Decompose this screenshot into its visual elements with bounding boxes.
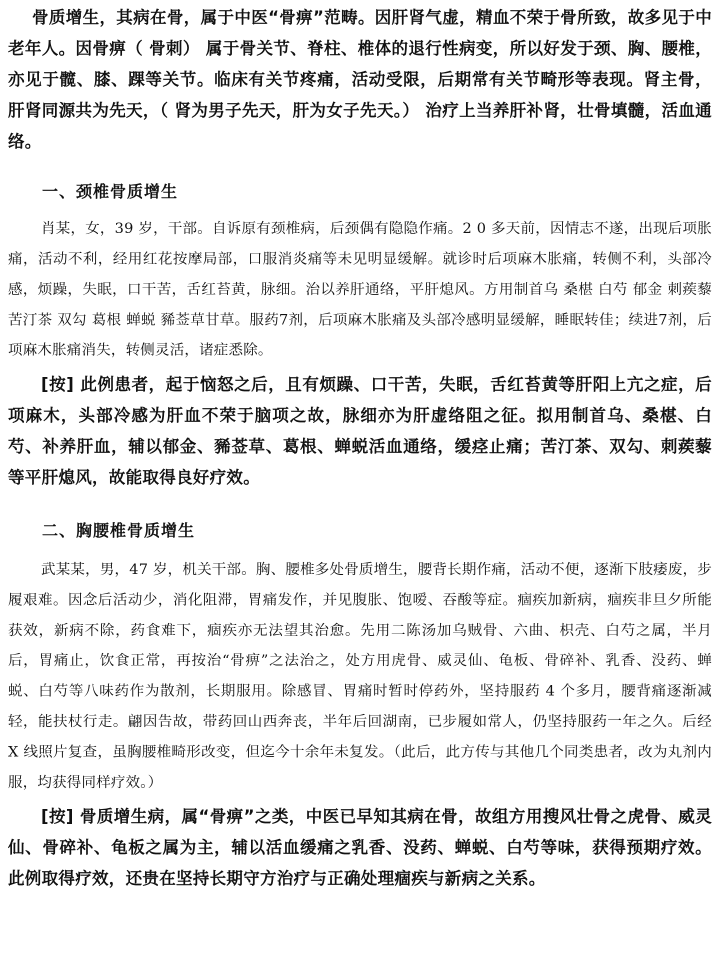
section-heading-thoracolumbar: 二、胸腰椎骨质增生	[42, 521, 196, 540]
case-paragraph-cervical: 肖某，女，39 岁，干部。自诉原有颈椎病，后颈偶有隐隐作痛。2 0 多天前，因情志不遂，出现后项胀痛，活动不利，经用红花按摩局部，口服消炎痛等未见明显缓解。就诊时后项麻木胀痛，转侧不利，头部冷感，烦躁，失眠，口干苦，舌红苔黄，脉细。治以养肝通络，平肝熄风。方用制首乌 桑椹 白芍 郁金 刺蒺藜 苦汀茶 双勾 葛根 蝉蜕 豨莶草甘草。服药7剂，后项麻木胀痛及头部冷感明显缓解，睡眠转佳；续进7剂，后项麻木胀痛消失，转侧灵活，诸症悉除。	[8, 221, 712, 359]
case-paragraph-thoracolumbar: 武某某，男，47 岁，机关干部。胸、腰椎多处骨质增生，腰背长期作痛，活动不便，逐渐下肢痿废，步履艰难。因念后活动少，消化阻滞，胃痛发作，并见腹胀、饱嗳、吞酸等症。痼疾加新病，痼疾非旦夕所能获效，新病不除，药食难下，痼疾亦无法望其治愈。先用二陈汤加乌贼骨、六曲、枳壳、白芍之属，半月后，胃痛止，饮食正常，再按治“骨痹”之法治之，处方用虎骨、威灵仙、龟板、骨碎补、乳香、没药、蝉蜕、白芍等八味药作为散剂，长期服用。除感冒、胃痛时暂时停药外，坚持服药 4 个多月，腰背痛逐渐减轻，能扶杖行走。翩因告故，带药回山西奔丧，半年后回湖南，已步履如常人，仍坚持服药一年之久。后经 X 线照片复查，虽胸腰椎畸形改变，但迄今十余年未复发。（此后，此方传与其他几个同类患者，改为丸剂内服，均获得同样疗效。）	[8, 562, 712, 791]
commentary-paragraph-thoracolumbar: [按] 骨质增生病，属“骨痹”之类，中医已早知其病在骨，故组方用搜风壮骨之虎骨、威灵仙、骨碎补、龟板之属为主，辅以活血缓痛之乳香、没药、蝉蜕、白芍等味，获得预期疗效。此例取得疗效，还贵在坚持长期守方治疗与正确处理痼疾与新病之关系。	[8, 807, 712, 888]
intro-paragraph: 骨质增生，其病在骨，属于中医“骨痹”范畴。因肝肾气虚，精血不荣于骨所致，故多见于中老年人。因骨痹（ 骨刺） 属于骨关节、脊柱、椎体的退行性病变，所以好发于颈、胸、腰椎，亦见于髋、膝、踝等关节。临床有关节疼痛，活动受限，后期常有关节畸形等表现。肾主骨，肝肾同源共为先天，（ 肾为男子先天，肝为女子先天。） 治疗上当养肝补肾，壮骨填髓，活血通络。	[8, 8, 712, 151]
commentary-paragraph-cervical: [按] 此例患者，起于恼怒之后，且有烦躁、口干苦，失眠，舌红苔黄等肝阳上亢之症，后项麻木，头部冷感为肝血不荣于脑项之故，脉细亦为肝虚络阻之征。拟用制首乌、桑椹、白芍、补养肝血，辅以郁金、豨莶草、葛根、蝉蜕活血通络，缓痉止痛；苦汀茶、双勾、刺蒺藜等平肝熄风，故能取得良好疗效。	[8, 375, 712, 487]
section-heading-cervical: 一、颈椎骨质增生	[42, 182, 179, 201]
